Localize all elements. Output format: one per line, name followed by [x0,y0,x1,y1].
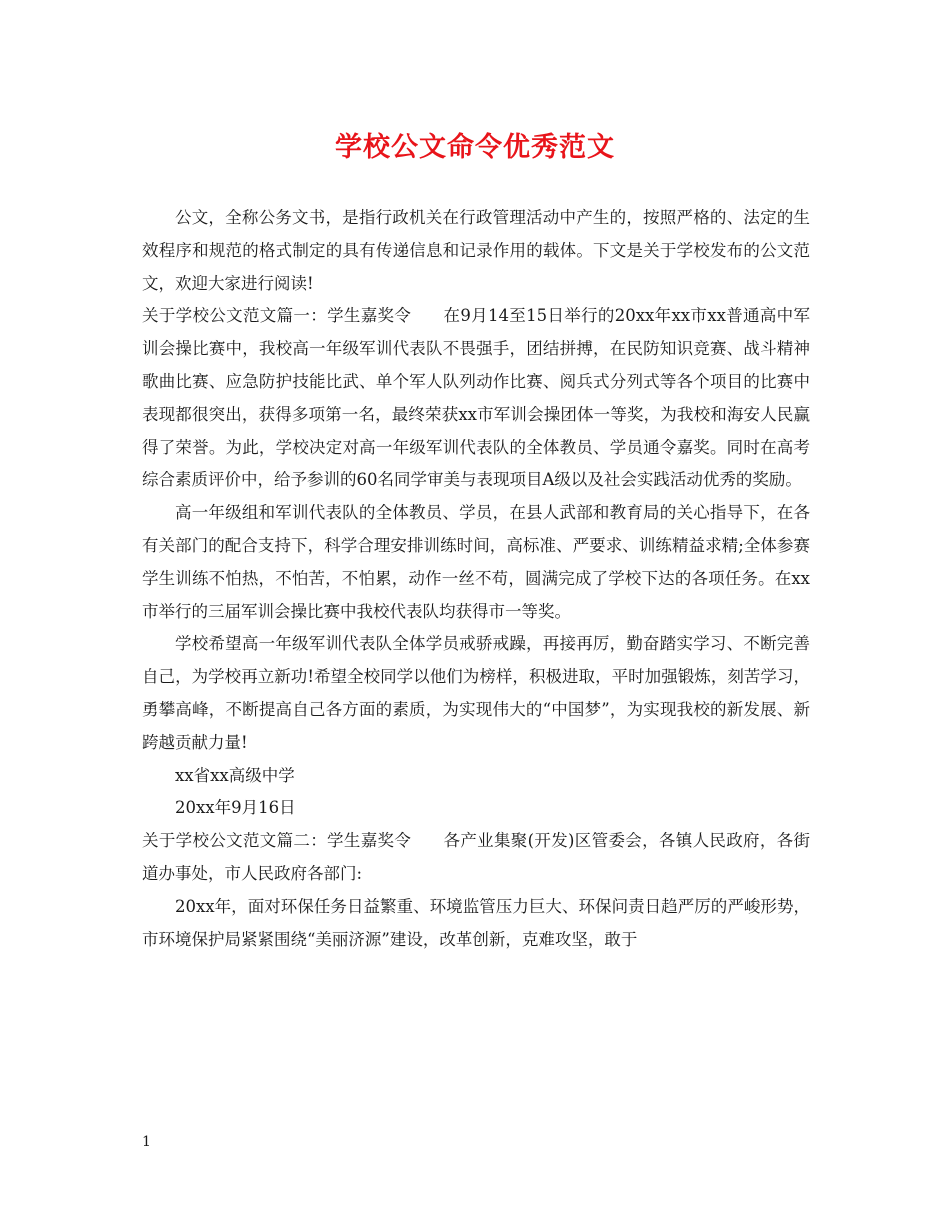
paragraph-3: 学校希望高一年级军训代表队全体学员戒骄戒躁，再接再厉，勤奋踏实学习、不断完善自己，为学校再立新功!希望全校同学以他们为榜样，积极进取，平时加强锻炼，刻苦学习，勇攀高峰，不断提高自己各方面的素质，为实现伟大的“中国梦”，为实现我校的新发展、新跨越贡献力量! [142,634,810,752]
section-1-paragraph [142,300,810,497]
document-title: 学校公文命令优秀范文 [335,132,615,163]
paragraph-2: 高一年级组和军训代表队的全体教员、学员，在县人武部和教育局的关心指导下，在各有关部门的配合支持下，科学合理安排训练时间，高标准、严要求、训练精益求精;全体参赛学生训练不怕热，不怕苦，不怕累，动作一丝不苟，圆满完成了学校下达的各项任务。在xx市举行的三届军训会操比赛中我校代表队均获得市一等奖。 [142,503,810,621]
signature-organization: xx省xx高级中学 [175,765,295,785]
page-number: 1 [142,1134,151,1150]
section-2-heading: 关于学校公文范文篇二：学生嘉奖令 [142,831,412,851]
document-body [142,202,810,956]
section-2-paragraph [142,825,810,891]
intro-paragraph: 公文，全称公务文书，是指行政机关在行政管理活动中产生的，按照严格的、法定的生效程序和规范的格式制定的具有传递信息和记录作用的载体。下文是关于学校发布的公文范文，欢迎大家进行阅读! [142,208,810,293]
section-1-body: 在9月14至15日举行的20xx年xx市xx普通高中军训会操比赛中，我校高一年级军训代表队不畏强手，团结拼搏，在民防知识竞赛、战斗精神歌曲比赛、应急防护技能比武、单个军人队列动作比赛、阅兵式分列式等各个项目的比赛中表现都很突出，获得多项第一名，最终荣获xx市军训会操团体一等奖，为我校和海安人民赢得了荣誉。为此，学校决定对高一年级军训代表队的全体教员、学员通令嘉奖。同时在高考综合素质评价中，给予参训的60名同学审美与表现项目A级以及社会实践活动优秀的奖励。 [142,306,810,490]
section-2-body: 各产业集聚(开发)区管委会，各镇人民政府，各街道办事处，市人民政府各部门: [142,831,811,883]
section-1-heading: 关于学校公文范文篇一：学生嘉奖令 [142,306,412,326]
paragraph-4: 20xx年，面对环保任务日益繁重、环境监管压力巨大、环保问责日趋严厉的严峻形势，市环境保护局紧紧围绕“美丽济源”建设，改革创新，克难攻坚，敢于 [142,896,810,949]
signature-date: 20xx年9月16日 [175,798,296,818]
